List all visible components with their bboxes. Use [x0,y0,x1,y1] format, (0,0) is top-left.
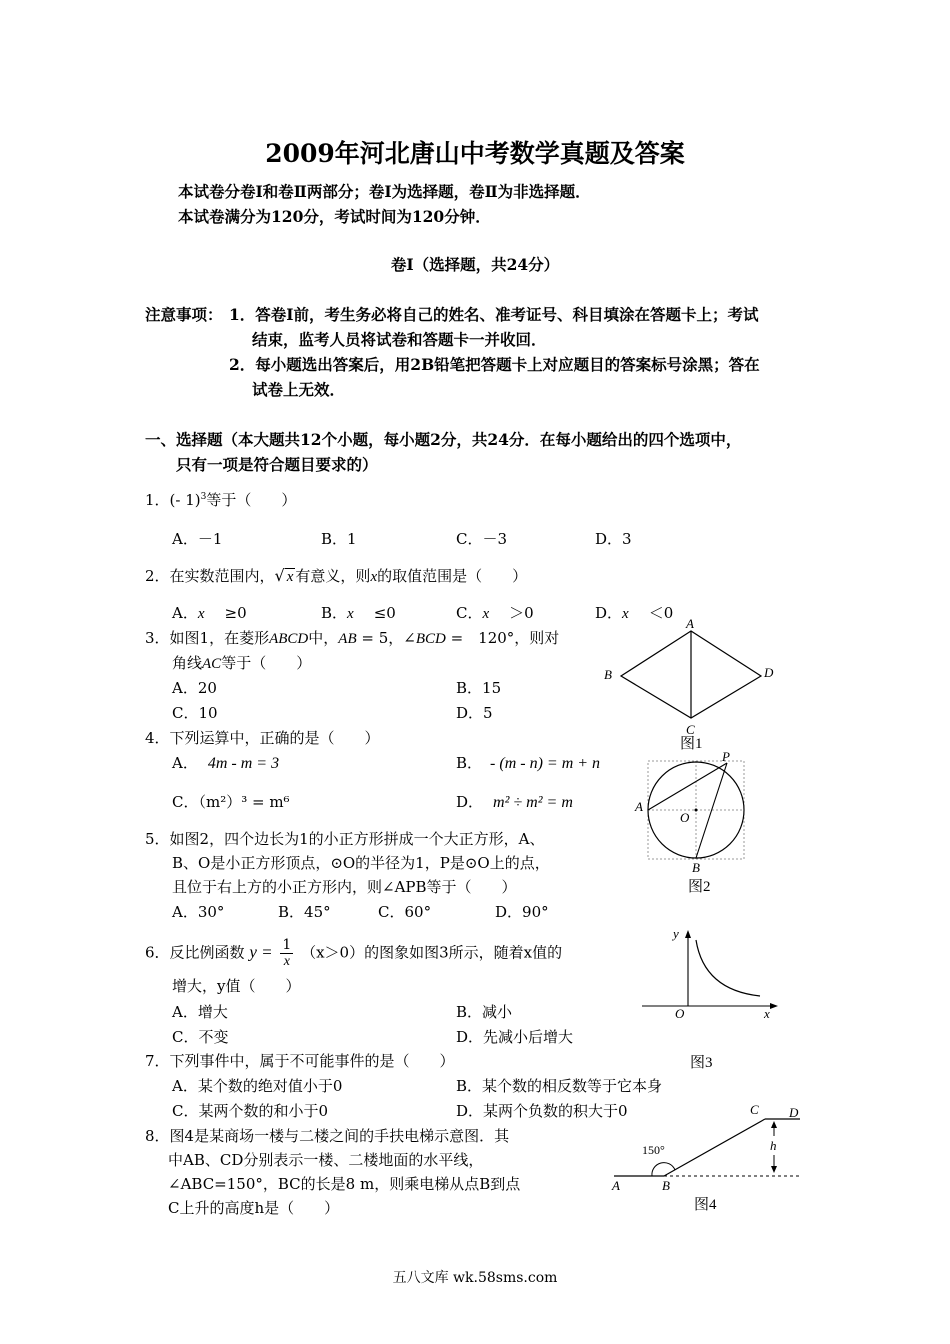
question-5-line-1: 5．如图2，四个边长为1的小正方形拼成一个大正方形，A、 [145,830,545,848]
fig1-label-c: C [686,722,695,737]
page-title: 2009年河北唐山中考数学真题及答案 [265,139,685,168]
note-1-line-1: 1．答卷Ⅰ前，考生务必将自己的姓名、准考证号、科目填涂在答题卡上；考试 [229,305,759,324]
question-7: 7．下列事件中，属于不可能事件的是（ ） [145,1052,455,1070]
question-8-line-1: 8．图4是某商场一楼与二楼之间的手扶电梯示意图．其 [145,1127,510,1145]
figure-4-escalator [608,1100,806,1216]
q1-option-d: D．3 [595,530,632,548]
q4-option-d: D． m² ÷ m² = m [456,793,573,811]
question-8-line-2: 中AB、CD分别表示一楼、二楼地面的水平线， [168,1151,484,1169]
q3-option-d: D．5 [456,704,493,722]
fig4-label-d: D [789,1105,799,1120]
fig1-label-a: A [686,616,694,631]
fig2-caption: 图2 [688,879,711,895]
fig2-label-b: B [692,860,700,875]
question-3-line-2: 角线AC等于（ ） [172,654,312,672]
section-heading: 卷Ⅰ（选择题，共24分） [390,255,560,274]
note-2-line-2: 试卷上无效． [252,380,346,399]
fig3-label-o: O [675,1006,685,1021]
intro-line-1: 本试卷分卷Ⅰ和卷Ⅱ两部分；卷Ⅰ为选择题，卷Ⅱ为非选择题． [178,182,591,201]
note-1-line-2: 结束，监考人员将试卷和答题卡一并收回． [252,330,547,349]
q5-option-b: B．45° [278,903,331,921]
q2-option-c: C．x ＞0 [456,604,534,622]
fig4-label-a: A [612,1178,620,1193]
fig3-caption: 图3 [690,1055,713,1071]
question-5-line-3: 且位于右上方的小正方形内，则∠APB等于（ ） [172,878,517,896]
q1-option-a: A．－1 [172,530,223,548]
q4-option-c: C．（m²）³ = m⁶ [172,793,290,811]
fig4-caption: 图4 [694,1197,717,1213]
fig3-label-x: x [764,1006,770,1021]
figure-1-rhombus [598,612,788,754]
fig4-label-c: C [750,1102,759,1117]
fig4-label-h: h [770,1138,777,1153]
question-8-line-3: ∠ABC=150°，BC的长是8 m，则乘电梯从点B到点 [168,1175,521,1193]
q6-option-a: A．增大 [172,1003,228,1021]
q2-option-d: D．x ＜0 [595,604,674,622]
figure-2-circle [630,748,755,898]
fig3-label-y: y [673,926,679,941]
question-6-line-2: 增大，y值（ ） [172,977,301,995]
question-4: 4．下列运算中，正确的是（ ） [145,729,380,747]
fig1-label-d: D [764,665,774,680]
fig1-label-b: B [604,667,612,682]
q7-option-b: B．某个数的相反数等于它本身 [456,1077,663,1095]
question-6-line-1: 6．反比例函数 y = $\frac{1}{x}$ （x＞0）的图象如图3所示，随着x值的 [145,937,563,969]
q3-option-a: A．20 [172,679,217,697]
question-2: 2．在实数范围内，√ x 有意义，则x的取值范围是（ ） [145,566,528,585]
note-2-line-1: 2．每小题选出答案后，用2B铅笔把答题卡上对应题目的答案标号涂黑；答在 [229,355,760,374]
q3-option-c: C．10 [172,704,218,722]
q6-option-b: B．减小 [456,1003,513,1021]
q1-option-b: B．1 [321,530,357,548]
question-3-line-1: 3．如图1，在菱形ABCD中，AB = 5，∠BCD = 120°，则对 [145,629,560,647]
figure-3-graph [638,922,780,1072]
question-1: 1．(- 1)$^3$等于（ ） [145,491,297,509]
part1-heading-line-1: 一、选择题（本大题共12个小题，每小题2分，共24分．在每小题给出的四个选项中， [145,430,742,449]
fig2-label-a: A [635,799,643,814]
question-8-line-4: C上升的高度h是（ ） [168,1199,340,1217]
intro-line-2: 本试卷满分为120分，考试时间为120分钟． [178,207,491,226]
q4-option-b: B． - (m - n) = m + n [456,754,601,772]
q2-option-b: B．x ≤0 [321,604,396,622]
q7-option-c: C．某两个数的和小于0 [172,1102,329,1120]
q7-option-a: A．某个数的绝对值小于0 [172,1077,343,1095]
fig4-label-b: B [662,1178,670,1193]
q1-option-c: C．－3 [456,530,508,548]
fig2-label-o: O [680,810,690,825]
q6-option-d: D．先减小后增大 [456,1028,574,1046]
q3-option-b: B．15 [456,679,502,697]
q4-option-a: A． 4m - m = 3 [172,754,280,772]
notes-label: 注意事项： [145,305,223,324]
fig2-label-p: P [722,749,730,764]
q5-option-a: A．30° [172,903,225,921]
q5-option-d: D．90° [495,903,549,921]
question-5-line-2: B、O是小正方形顶点，⊙O的半径为1，P是⊙O上的点， [172,854,550,872]
fig4-angle-label: 150° [642,1143,665,1157]
fig1-caption: 图1 [680,736,703,752]
q2-option-a: A．x ≥0 [172,604,247,622]
q5-option-c: C．60° [378,903,432,921]
q6-option-c: C．不变 [172,1028,229,1046]
part1-heading-line-2: 只有一项是符合题目要求的） [176,455,378,474]
q7-option-d: D．某两个负数的积大于0 [456,1102,628,1120]
page-footer: 五八文库 wk.58sms.com [392,1270,558,1286]
